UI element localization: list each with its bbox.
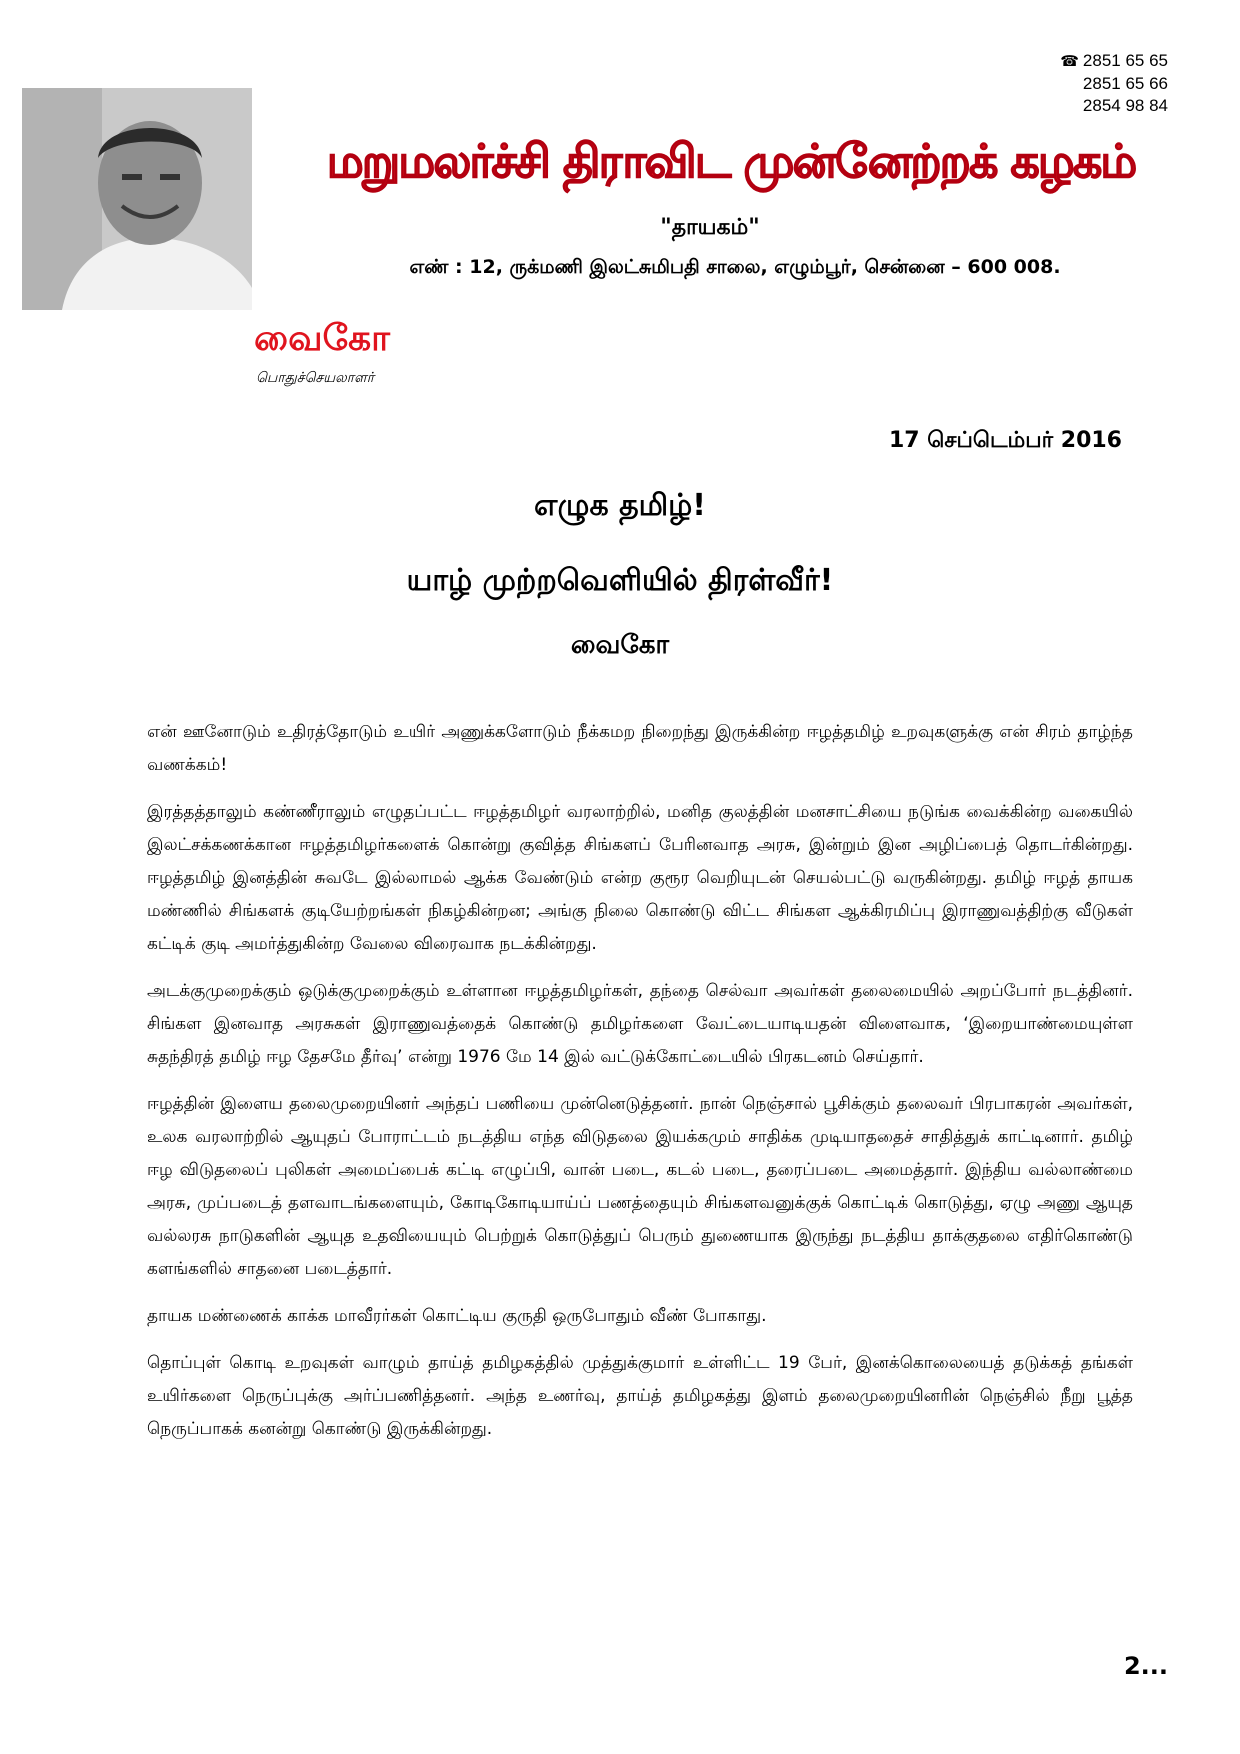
phone-numbers xyxy=(1060,50,1168,117)
phone-line-1 xyxy=(1060,50,1168,73)
leader-title: பொதுச்செயலாளர் xyxy=(256,370,375,386)
heading-title: எழுக தமிழ்! xyxy=(534,488,706,523)
body-paragraph: தொப்புள் கொடி உறவுகள் வாழும் தாய்த் தமிழகத்தில் முத்துக்குமார் உள்ளிட்ட 19 பேர், இனக்கொலையைத் தடுக்கத் தங்கள் உயிர்களை நெருப்புக்கு அர்ப்பணித்தனர். அந்த உணர்வு, தாய்த் தமிழகத்து இளம் தலைமுறையினரின் நெஞ்சில் நீறு பூத்த நெருப்பாகக் கனன்று கொண்டு இருக்கின்றது. xyxy=(147,1353,1133,1439)
body-paragraph: ஈழத்தின் இளைய தலைமுறையினர் அந்தப் பணியை முன்னெடுத்தனர். நான் நெஞ்சால் பூசிக்கும் தலைவர் பிரபாகரன் அவர்கள், உலக வரலாற்றில் ஆயுதப் போராட்டம் நடத்திய எந்த விடுதலை இயக்கமும் சாதிக்க முடியாததைச் சாதித்துக் காட்டினார். தமிழ் ஈழ விடுதலைப் புலிகள் அமைப்பைக் கட்டி எழுப்பி, வான் படை, கடல் படை, தரைப்படை அமைத்தார். இந்திய வல்லாண்மை அரசு, முப்படைத் தளவாடங்களையும், கோடிகோடியாய்ப் பணத்தையும் சிங்களவனுக்குக் கொட்டிக் கொடுத்து, ஏழு அணு ஆயுத வல்லரசு நாடுகளின் ஆயுத உதவியையும் பெற்றுக் கொடுத்துப் பெரும் துணையாக இருந்து நடத்திய தாக்குதலை எதிர்கொண்டு களங்களில் சாதனை படைத்தார். xyxy=(147,1094,1133,1279)
leader-photo xyxy=(22,88,252,310)
phone-number: 2854 98 84 xyxy=(1082,96,1168,115)
office-name: "தாயகம்" xyxy=(660,215,760,240)
body-paragraph: என் ஊனோடும் உதிரத்தோடும் உயிர் அணுக்களோடும் நீக்கமற நிறைந்து இருக்கின்ற ஈழத்தமிழ் உறவுகளுக்கு என் சிரம் தாழ்ந்த வணக்கம்! xyxy=(147,722,1133,775)
leader-name: வைகோ xyxy=(254,318,390,359)
body-paragraph: தாயக மண்ணைக் காக்க மாவீரர்கள் கொட்டிய குருதி ஒருபோதும் வீண் போகாது. xyxy=(147,1306,767,1326)
office-address: எண் : 12, ருக்மணி இலட்சுமிபதி சாலை, எழும்பூர், சென்னை – 600 008. xyxy=(409,256,1061,278)
phone-number: 2851 65 65 xyxy=(1082,51,1168,70)
telephone-icon: ☎ xyxy=(1060,53,1079,70)
heading-subtitle: யாழ் முற்றவெளியில் திரள்வீர்! xyxy=(406,563,834,598)
phone-number: 2851 65 66 xyxy=(1082,74,1168,93)
body-paragraph: அடக்குமுறைக்கும் ஒடுக்குமுறைக்கும் உள்ளான ஈழத்தமிழர்கள், தந்தை செல்வா அவர்கள் தலைமையில் அறப்போர் நடத்தினர். சிங்கள இனவாத அரசுகள் இராணுவத்தைக் கொண்டு தமிழர்களை வேட்டையாடியதன் விளைவாக, ‘இறையாண்மையுள்ள சுதந்திரத் தமிழ் ஈழ தேசமே தீர்வு’ என்று 1976 மே 14 இல் வட்டுக்கோட்டையில் பிரகடனம் செய்தார். xyxy=(147,981,1133,1067)
page-continuation: 2... xyxy=(1123,1652,1168,1680)
letter-date: 17 செப்டெம்பர் 2016 xyxy=(888,428,1122,453)
letter-body xyxy=(147,716,1133,1460)
heading-author: வைகோ xyxy=(570,630,670,660)
body-paragraph: இரத்தத்தாலும் கண்ணீராலும் எழுதப்பட்ட ஈழத்தமிழர் வரலாற்றில், மனித குலத்தின் மனசாட்சியை நடுங்க வைக்கின்ற வகையில் இலட்சக்கணக்கான ஈழத்தமிழர்களைக் கொன்று குவித்த சிங்களப் பேரினவாத அரசு, இன்றும் இன அழிப்பைத் தொடர்கின்றது. ஈழத்தமிழ் இனத்தின் சுவடே இல்லாமல் ஆக்க வேண்டும் என்ற குரூர வெறியுடன் செயல்பட்டு வருகின்றது. தமிழ் ஈழத் தாயக மண்ணில் சிங்களக் குடியேற்றங்கள் நிகழ்கின்றன; அங்கு நிலை கொண்டு விட்ட சிங்கள ஆக்கிரமிப்பு இராணுவத்திற்கு வீடுகள் கட்டிக் குடி அமர்த்துகின்ற வேலை விரைவாக நடக்கின்றது. xyxy=(147,802,1133,954)
party-name: மறுமலர்ச்சி திராவிட முன்னேற்றக் கழகம் xyxy=(326,134,1136,188)
